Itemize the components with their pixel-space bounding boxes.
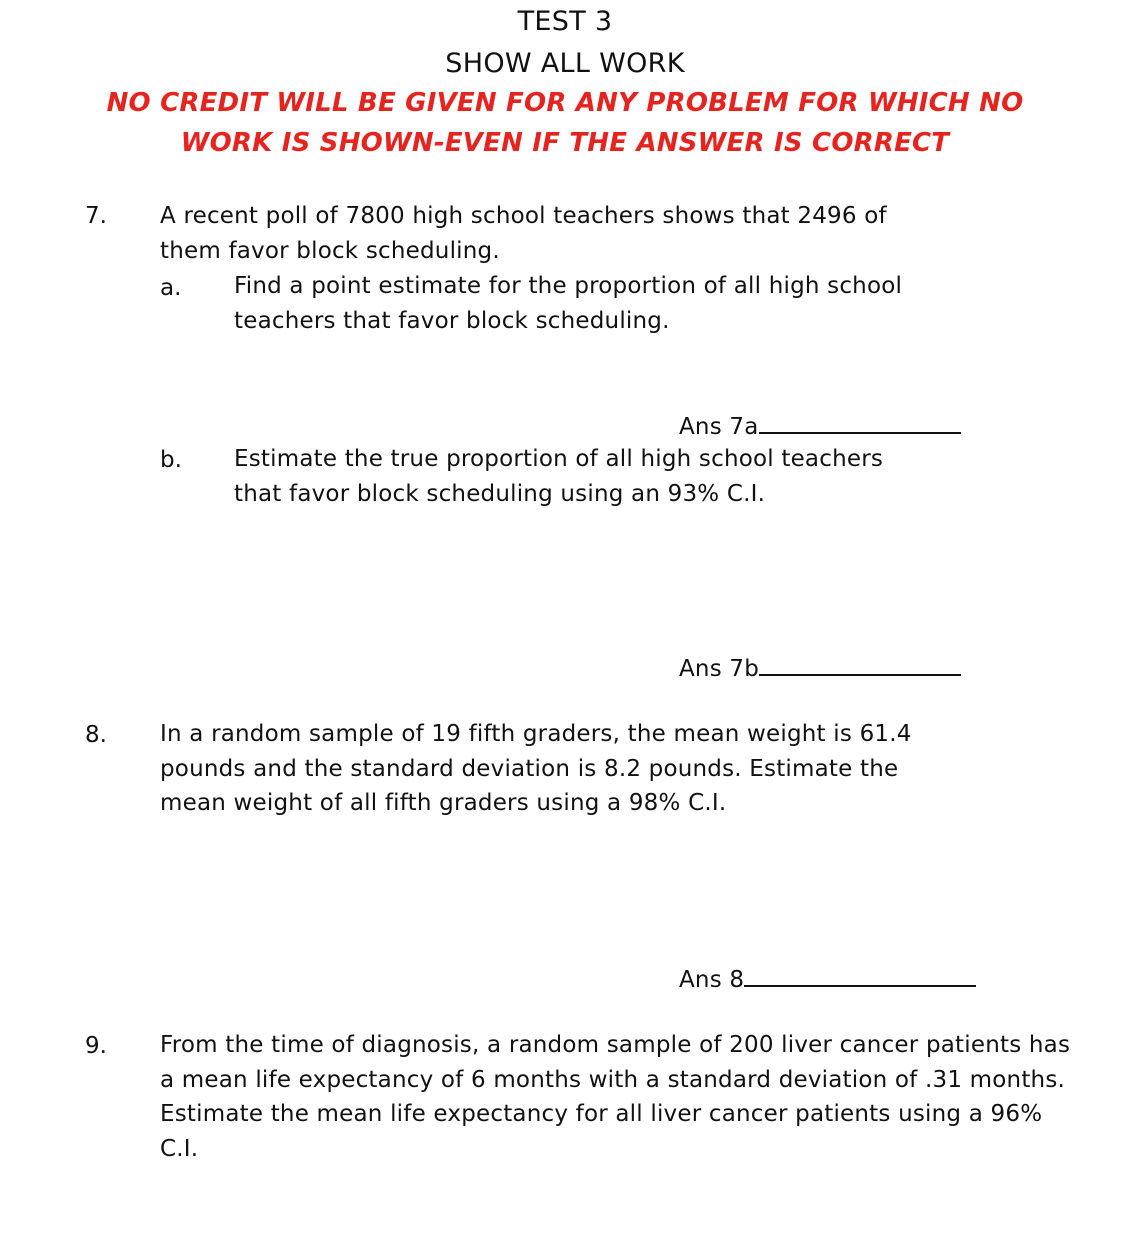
problem-7a-line: Find a point estimate for the proportion of all high school (234, 273, 903, 299)
problem-9-line: Estimate the mean life expectancy for all liver cancer patients using a 96% (160, 1101, 1043, 1127)
warning-line-2: WORK IS SHOWN-EVEN IF THE ANSWER IS CORRECT (180, 128, 950, 158)
problem-7a-line: teachers that favor block scheduling. (234, 307, 670, 334)
problem-7b-line: Estimate the true proportion of all high school teachers (234, 446, 884, 472)
test-title: TEST 3 (517, 6, 613, 37)
problem-9-line: From the time of diagnosis, a random sample of 200 liver cancer patients has (160, 1032, 1071, 1058)
problem-9-number: 9. (85, 1033, 107, 1059)
problem-7-line: A recent poll of 7800 high school teachers shows that 2496 of (160, 203, 887, 229)
problem-8-line: pounds and the standard deviation is 8.2 pounds. Estimate the (160, 755, 899, 782)
answer-7a (679, 406, 961, 445)
answer-7b-blank[interactable] (759, 648, 961, 676)
answer-7b (679, 648, 961, 687)
problem-9-line: C.I. (160, 1135, 199, 1162)
problem-7a-label: a. (160, 275, 182, 301)
problem-8-line: mean weight of all fifth graders using a 98% C.I. (160, 790, 727, 816)
answer-7a-blank[interactable] (759, 406, 961, 434)
problem-7a-text (234, 269, 902, 338)
problem-7b-line: that favor block scheduling using an 93% C.I. (234, 480, 766, 507)
problem-7-line: them favor block scheduling. (160, 237, 500, 264)
problem-9-line: a mean life expectancy of 6 months with a standard deviation of .31 months. (160, 1066, 1066, 1093)
answer-7a-label: Ans 7a (679, 414, 759, 440)
problem-7-number: 7. (85, 203, 107, 229)
problem-8-text (160, 717, 912, 821)
problem-8-number: 8. (85, 722, 107, 748)
problem-7b-text (234, 442, 883, 511)
problem-7-text (160, 199, 887, 268)
show-work-subtitle: SHOW ALL WORK (445, 48, 685, 79)
warning-line-1: NO CREDIT WILL BE GIVEN FOR ANY PROBLEM FOR WHICH NO (106, 88, 1024, 118)
answer-8 (679, 959, 976, 998)
answer-8-blank[interactable] (744, 959, 976, 987)
problem-8-line: In a random sample of 19 fifth graders, the mean weight is 61.4 (160, 721, 912, 747)
answer-8-label: Ans 8 (679, 967, 745, 993)
problem-7b-label: b. (160, 447, 182, 473)
answer-7b-label: Ans 7b (679, 656, 760, 682)
problem-9-text (160, 1028, 1070, 1166)
